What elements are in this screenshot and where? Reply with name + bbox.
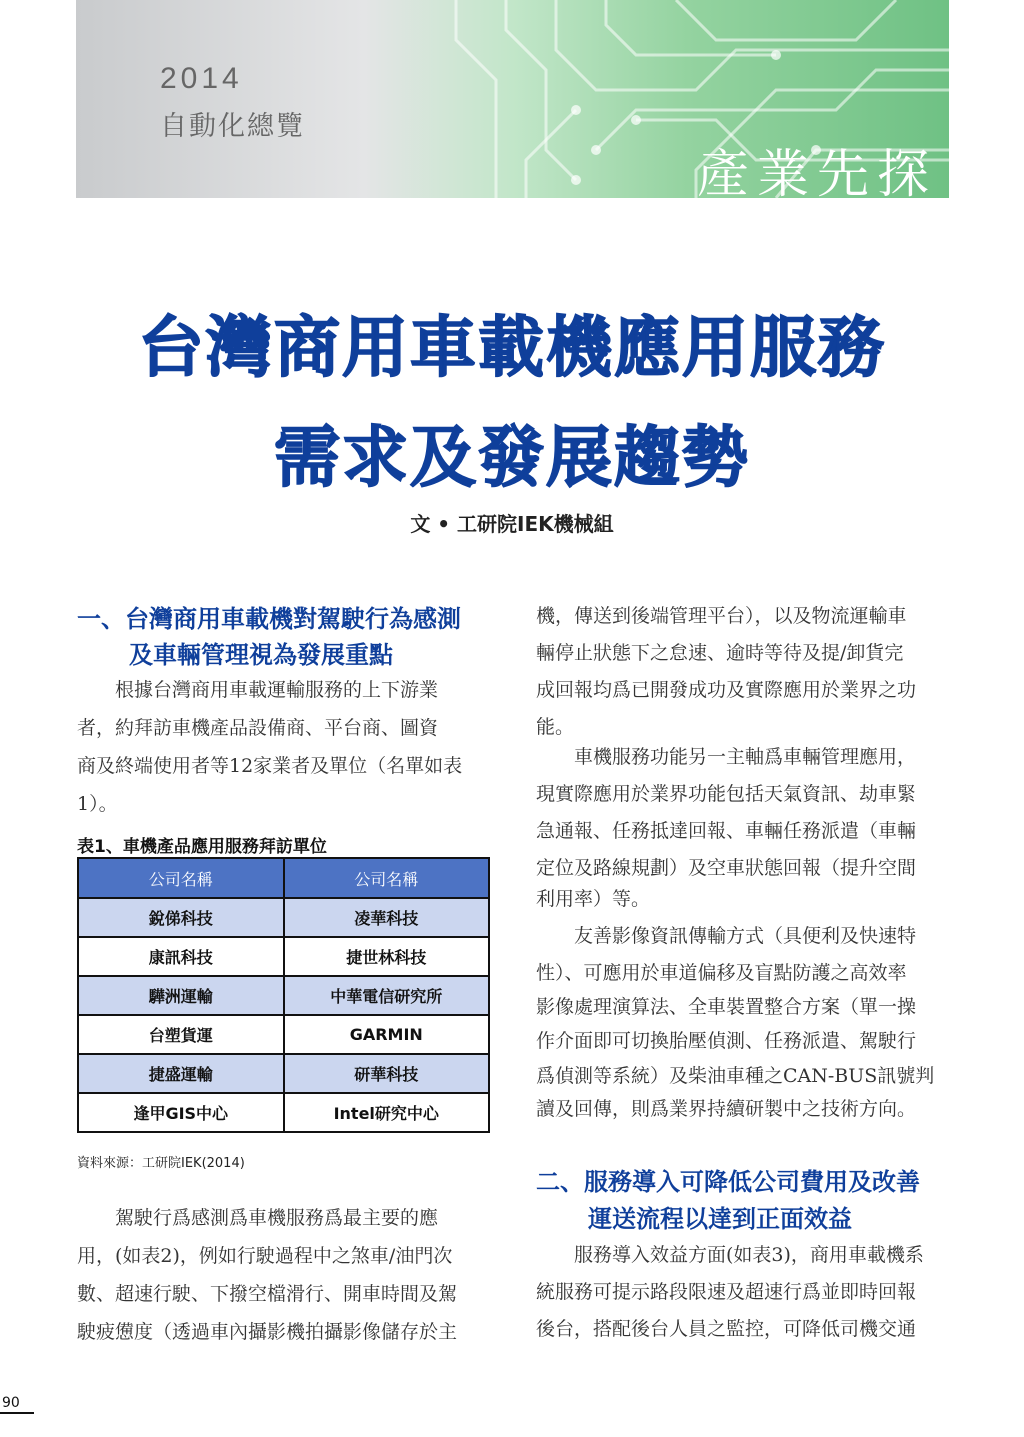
table-cell: 逢甲GIS中心 — [78, 1093, 284, 1132]
table-cell: 捷世林科技 — [284, 937, 490, 976]
table-cell: 凌華科技 — [284, 898, 490, 937]
page-number-rule — [0, 1412, 34, 1414]
table-cell: 台塑貨運 — [78, 1015, 284, 1054]
body-line: 用，(如表2)，例如行駛過程中之煞車/油門次 — [77, 1245, 453, 1267]
body-line: 駛疲憊度（透過車內攝影機拍攝影像儲存於主 — [77, 1321, 458, 1343]
body-line: 現實際應用於業界功能包括天氣資訊、劫車緊 — [536, 783, 917, 805]
section-heading-1-line1: 一、台灣商用車載機對駕駛行為感測 — [77, 605, 461, 633]
body-line: 者，約拜訪車機產品設備商、平台商、圖資 — [77, 717, 439, 739]
body-line: 後台，搭配後台人員之監控，可降低司機交通 — [536, 1318, 917, 1340]
author-byline: 文 • 工研院IEK機械組 — [410, 512, 614, 536]
table-cell: 銳俤科技 — [78, 898, 284, 937]
section-label: 產業先探 — [696, 145, 937, 198]
table-source: 資料來源：工研院IEK(2014) — [77, 1156, 245, 1171]
section-heading-2-line2: 運送流程以達到正面效益 — [588, 1205, 852, 1233]
table-cell: 研華科技 — [284, 1054, 490, 1093]
table-cell: 驊洲運輸 — [78, 976, 284, 1015]
section-heading-1-line2: 及車輛管理視為發展重點 — [129, 641, 393, 669]
body-line: 1）。 — [77, 793, 118, 815]
table-row — [78, 937, 489, 976]
body-line: 駕駛行爲感測爲車機服務爲最主要的應 — [77, 1207, 439, 1229]
table-header-row — [78, 858, 489, 898]
column-header: 公司名稱 — [284, 858, 490, 898]
body-line: 作介面即可切換胎壓偵測、任務派遣、駕駛行 — [536, 1030, 917, 1052]
table-cell: 捷盛運輸 — [78, 1054, 284, 1093]
body-line: 爲偵測等系統）及柴油車種之CAN-BUS訊號判 — [536, 1065, 935, 1087]
section-heading-2-line1: 二、服務導入可降低公司費用及改善 — [536, 1168, 920, 1196]
body-line: 統服務可提示路段限速及超速行爲並即時回報 — [536, 1281, 917, 1303]
article-title-line1: 台灣商用車載機應用服務 — [138, 309, 886, 386]
table-row — [78, 898, 489, 937]
body-line: 數、超速行駛、下撥空檔滑行、開車時間及駕 — [77, 1283, 458, 1305]
body-line: 定位及路線規劃）及空車狀態回報（提升空間 — [536, 857, 917, 879]
body-line: 機，傳送到後端管理平台），以及物流運輸車 — [536, 605, 907, 627]
body-line: 急通報、任務抵達回報、車輛任務派遣（車輛 — [536, 820, 917, 842]
table-cell: 康訊科技 — [78, 937, 284, 976]
table-cell: 中華電信研究所 — [284, 976, 490, 1015]
table-cell: Intel研究中心 — [284, 1093, 490, 1132]
column-header: 公司名稱 — [78, 858, 284, 898]
table-cell: GARMIN — [284, 1015, 490, 1054]
body-line: 性）、可應用於車道偏移及盲點防護之高效率 — [536, 962, 907, 984]
body-line: 能。 — [536, 716, 575, 738]
table-row — [78, 1093, 489, 1132]
body-line: 友善影像資訊傳輸方式（具便利及快速特 — [536, 925, 917, 947]
article-title-line2: 需求及發展趨勢 — [274, 419, 750, 496]
body-line: 影像處理演算法、全車裝置整合方案（單一操 — [536, 996, 917, 1018]
body-line: 輛停止狀態下之怠速、逾時等待及提/卸貨完 — [536, 642, 904, 664]
page-number: 90 — [2, 1395, 20, 1411]
table-row — [78, 1015, 489, 1054]
magazine-title: 自動化總覽 — [160, 111, 305, 142]
body-line: 根據台灣商用車載運輸服務的上下游業 — [77, 679, 439, 701]
body-line: 成回報均爲已開發成功及實際應用於業界之功 — [536, 679, 917, 701]
body-line: 車機服務功能另一主軸爲車輛管理應用， — [536, 746, 917, 768]
body-line: 利用率）等。 — [536, 888, 651, 910]
header-banner — [76, 0, 949, 198]
body-line: 商及終端使用者等12家業者及單位（名單如表 — [77, 755, 463, 777]
table-caption: 表1、車機產品應用服務拜訪單位 — [77, 837, 327, 857]
table-row — [78, 1054, 489, 1093]
visited-units-table — [77, 857, 490, 1133]
body-line: 服務導入效益方面(如表3)，商用車載機系 — [536, 1244, 924, 1266]
table-row — [78, 976, 489, 1015]
body-line: 讀及回傳，則爲業界持續研製中之技術方向。 — [536, 1098, 917, 1120]
issue-year: 2014 — [160, 62, 243, 95]
